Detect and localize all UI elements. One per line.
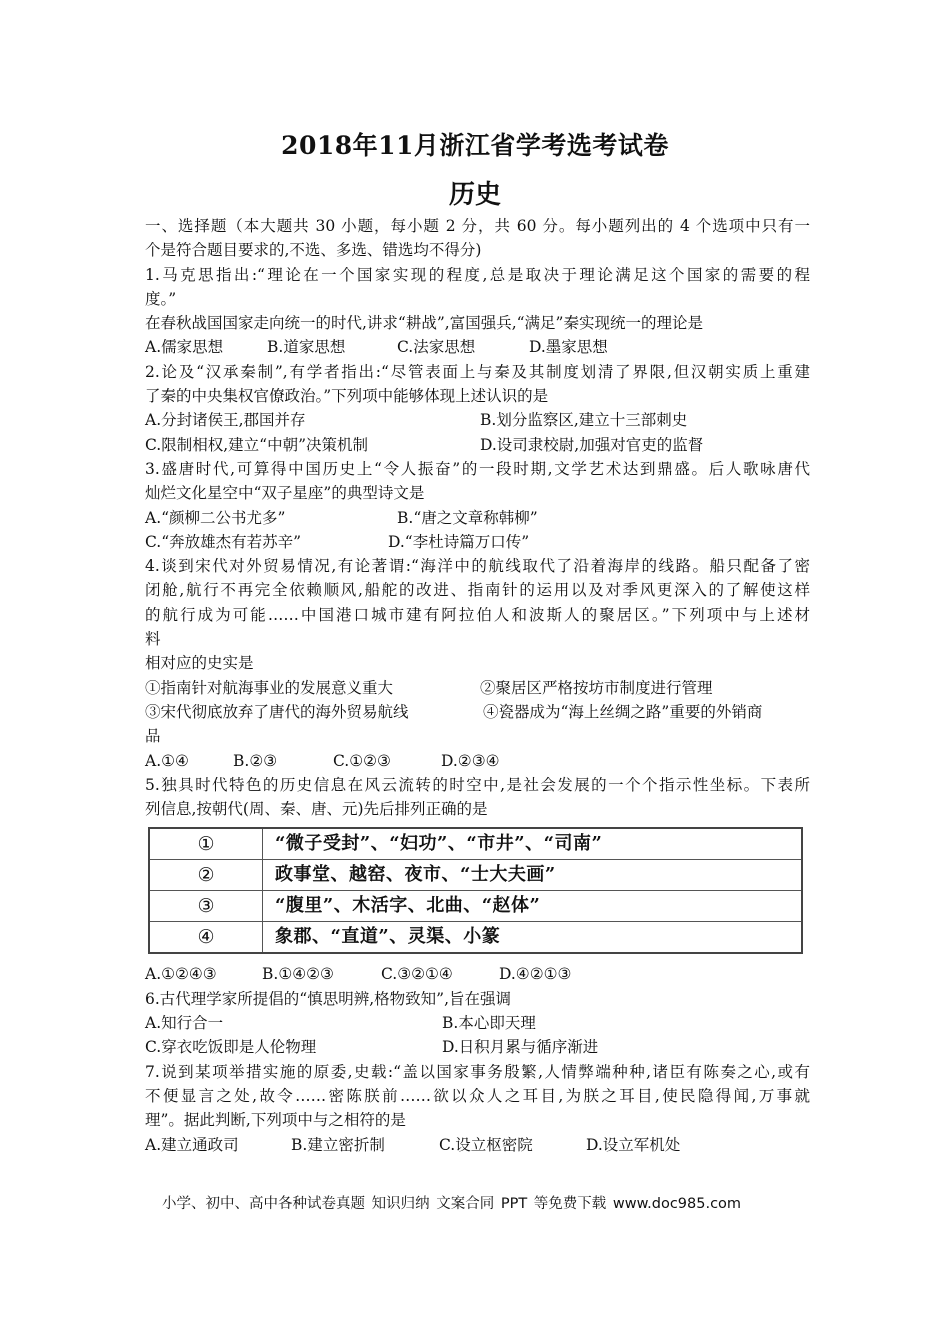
option-a: A.“颜柳二公书尤多” — [145, 508, 286, 527]
exam-title: 2018年11月浙江省学考选考试卷 — [281, 131, 669, 160]
row-number: ② — [149, 860, 263, 891]
question-4-options — [145, 749, 810, 773]
option-d: D.墨家思想 — [529, 338, 608, 357]
option-d: D.④②①③ — [499, 965, 572, 984]
option-c: C.限制相权,建立“中朝”决策机制 — [145, 435, 369, 454]
option-c: C.法家思想 — [397, 338, 476, 357]
option-a: A.建立通政司 — [145, 1135, 239, 1154]
question-2-options — [145, 408, 810, 432]
item-3: ③宋代彻底放弃了唐代的海外贸易航线 — [145, 702, 409, 721]
item-4-wrap: 品 — [145, 727, 161, 746]
question-6-options — [145, 1035, 810, 1059]
question-3-stem: 灿烂文化星空中“双子星座”的典型诗文是 — [145, 484, 425, 503]
option-a: A.儒家思想 — [145, 338, 224, 357]
row-text: 象郡、“直道”、灵渠、小篆 — [263, 922, 803, 954]
option-a: A.分封诸侯王,郡国并存 — [145, 411, 306, 430]
question-2-stem: 了秦的中央集权官僚政治。”下列项中能够体现上述认识的是 — [145, 387, 549, 406]
question-7-stem: 7.说到某项举措实施的原委,史载:“盖以国家事务殷繁,人情弊端种种,诸臣有陈奏之心,或有 — [145, 1062, 810, 1081]
question-1-stem: 1.马克思指出:“理论在一个国家实现的程度,总是取决于理论满足这个国家的需要的程 — [145, 265, 810, 284]
subject-title: 历史 — [448, 180, 501, 210]
option-b: B.建立密折制 — [291, 1135, 385, 1154]
question-5-options — [145, 962, 810, 986]
row-number: ① — [149, 828, 263, 860]
option-d: D.设立军机处 — [586, 1135, 681, 1154]
question-4-stem: 料 — [145, 630, 161, 649]
option-a: A.①②④③ — [145, 965, 217, 984]
question-4-stem: 相对应的史实是 — [145, 654, 254, 673]
option-d: D.日积月累与循序渐进 — [442, 1038, 599, 1057]
exam-content — [145, 214, 810, 1157]
option-c: C.①②③ — [333, 751, 391, 770]
table-row — [149, 922, 802, 954]
question-1-stem: 度。” — [145, 289, 177, 308]
question-2-options — [145, 433, 810, 457]
question-3-options — [145, 506, 810, 530]
question-6-options — [145, 1011, 810, 1035]
instructions-line: 一、选择题（本大题共 30 小题，每小题 2 分，共 60 分。每小题列出的 4 个选项中只有一 — [145, 217, 810, 235]
question-1-options — [145, 335, 810, 359]
option-b: B.本心即天理 — [442, 1014, 536, 1033]
question-3-stem: 3.盛唐时代,可算得中国历史上“令人振奋”的一段时期,文学艺术达到鼎盛。后人歌咏唐代 — [145, 459, 810, 478]
option-d: D.设司隶校尉,加强对官吏的监督 — [480, 435, 704, 454]
question-3-options — [145, 530, 810, 554]
page-footer: 小学、初中、高中各种试卷真题 知识归纳 文案合同 PPT 等免费下载 www.doc985.com — [162, 1196, 742, 1212]
dynasty-info-table — [148, 827, 803, 954]
option-b: B.①④②③ — [262, 965, 334, 984]
question-4-items — [145, 700, 810, 724]
option-a: A.知行合一 — [145, 1014, 224, 1033]
question-4-stem: 的航行成为可能……中国港口城市建有阿拉伯人和波斯人的聚居区。”下列项中与上述材 — [145, 605, 810, 624]
option-c: C.设立枢密院 — [439, 1135, 533, 1154]
option-b: B.道家思想 — [267, 338, 346, 357]
row-text: “腹里”、木活字、北曲、“赵体” — [263, 891, 803, 922]
option-d: D.②③④ — [441, 751, 500, 770]
question-5-stem: 5.独具时代特色的历史信息在风云流转的时空中,是社会发展的一个个指示性坐标。下表所 — [145, 775, 810, 794]
option-c: C.“奔放雄杰有若苏辛” — [145, 532, 302, 551]
table-row — [149, 891, 802, 922]
row-text: 政事堂、越窑、夜市、“士大夫画” — [263, 860, 803, 891]
option-d: D.“李杜诗篇万口传” — [388, 532, 530, 551]
question-6-stem: 6.古代理学家所提倡的“慎思明辨,格物致知”,旨在强调 — [145, 989, 511, 1008]
table-row — [149, 828, 802, 860]
item-1: ①指南针对航海事业的发展意义重大 — [145, 678, 394, 697]
instructions-line: 个是符合题目要求的,不选、多选、错选均不得分) — [145, 241, 482, 260]
row-number: ④ — [149, 922, 263, 954]
question-1-stem: 在春秋战国国家走向统一的时代,讲求“耕战”,富国强兵,“满足”秦实现统一的理论是 — [145, 314, 703, 333]
row-text: “微子受封”、“妇功”、“市井”、“司南” — [263, 828, 803, 860]
option-c: C.③②①④ — [381, 965, 453, 984]
table-row — [149, 860, 802, 891]
question-4-stem: 4.谈到宋代对外贸易情况,有论著谓:“海洋中的航线取代了沿着海岸的线路。船只配备了密 — [145, 557, 810, 576]
option-c: C.穿衣吃饭即是人伦物理 — [145, 1038, 317, 1057]
option-b: B.划分监察区,建立十三部刺史 — [480, 411, 688, 430]
question-4-items — [145, 676, 810, 700]
row-number: ③ — [149, 891, 263, 922]
item-4: ④瓷器成为“海上丝绸之路”重要的外销商 — [483, 702, 763, 721]
question-2-stem: 2.论及“汉承秦制”,有学者指出:“尽管表面上与秦及其制度划清了界限,但汉朝实质上重建 — [145, 362, 810, 381]
option-b: B.“唐之文章称韩柳” — [397, 508, 538, 527]
item-2: ②聚居区严格按坊市制度进行管理 — [480, 678, 713, 697]
question-7-stem: 理”。据此判断,下列项中与之相符的是 — [145, 1111, 406, 1130]
question-7-options — [145, 1133, 810, 1157]
option-b: B.②③ — [233, 751, 278, 770]
question-7-stem: 不便显言之处,故令……密陈朕前……欲以众人之耳目,为朕之耳目,使民隐得闻,万事就 — [145, 1086, 810, 1105]
question-5-stem: 列信息,按朝代(周、秦、唐、元)先后排列正确的是 — [145, 800, 488, 819]
option-a: A.①④ — [145, 751, 189, 770]
question-4-stem: 闭舱,航行不再完全依赖顺风,船舵的改进、指南针的运用以及对季风更深入的了解使这样 — [145, 581, 810, 600]
